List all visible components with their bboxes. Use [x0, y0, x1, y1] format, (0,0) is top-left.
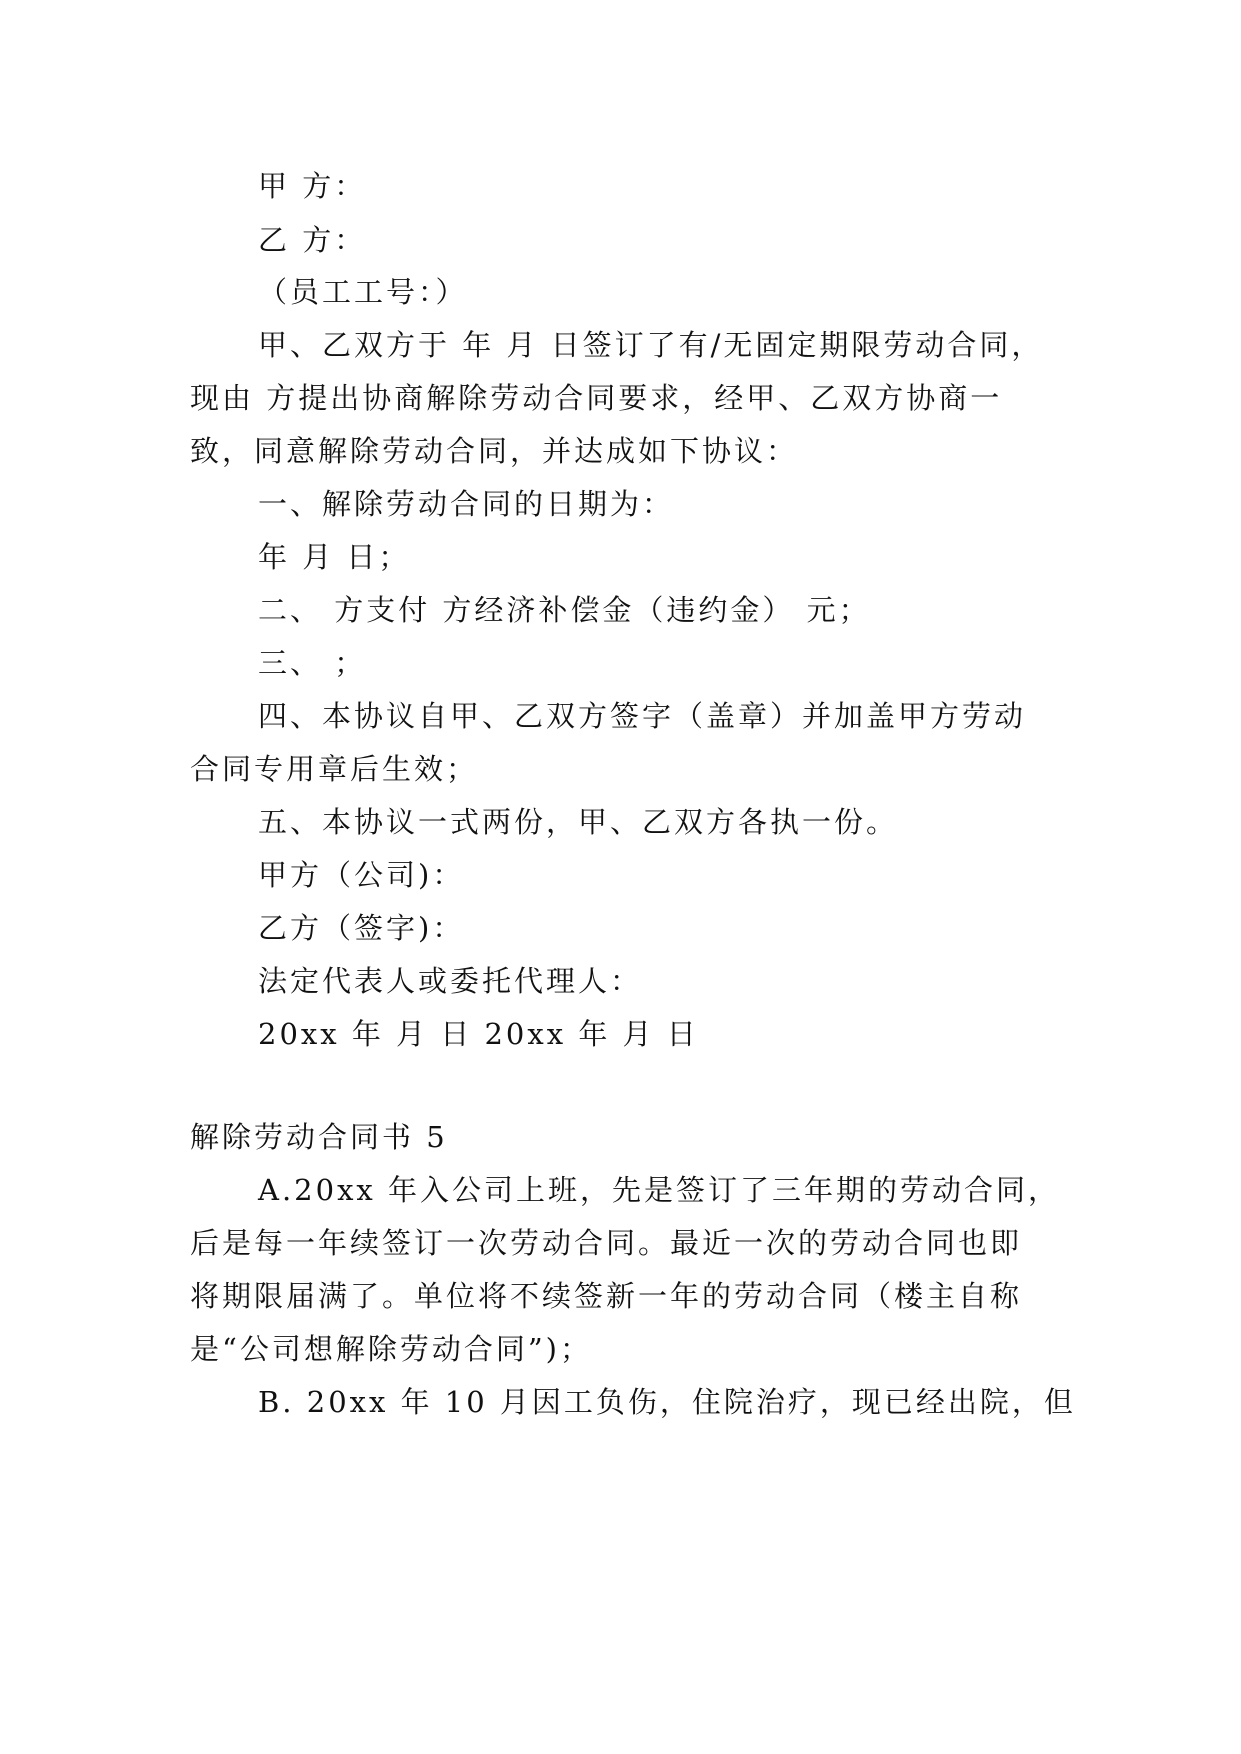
clause-4-line: 四、本协议自甲、乙双方签字（盖章）并加盖甲方劳动: [258, 699, 1027, 733]
party-a-line: 甲 方：: [258, 169, 367, 203]
clause-4-continued-line: 合同专用章后生效；: [190, 752, 479, 786]
paragraph-line: 现由 方提出协商解除劳动合同要求，经甲、乙双方协商一: [190, 381, 1003, 415]
paragraph-line: 甲、乙双方于 年 月 日签订了有/无固定期限劳动合同，: [258, 328, 1044, 362]
paragraph-line: 致，同意解除劳动合同，并达成如下协议：: [190, 434, 799, 468]
signature-party-a: 甲方（公司)：: [258, 858, 465, 892]
paragraph-line: 是“公司想解除劳动合同”)；: [190, 1332, 592, 1366]
paragraph-line: A.20xx 年入公司上班，先是签订了三年期的劳动合同，: [258, 1173, 1060, 1207]
employee-id-line: （员工工号：）: [258, 275, 468, 309]
paragraph-line: 将期限届满了。单位将不续签新一年的劳动合同（楼主自称: [190, 1279, 1023, 1313]
clause-2-line: 二、 方支付 方经济补偿金（违约金） 元；: [258, 593, 871, 627]
signature-party-b: 乙方（签字)：: [258, 911, 465, 945]
party-b-line: 乙 方：: [258, 223, 367, 257]
signature-date-line: 20xx 年 月 日 20xx 年 月 日: [258, 1017, 699, 1051]
clause-1-line: 一、解除劳动合同的日期为：: [258, 487, 675, 521]
legal-representative-line: 法定代表人或委托代理人：: [258, 964, 643, 998]
date-line: 年 月 日；: [258, 540, 411, 574]
clause-3-line: 三、 ；: [258, 646, 367, 680]
paragraph-line: 后是每一年续签订一次劳动合同。最近一次的劳动合同也即: [190, 1226, 1023, 1260]
paragraph-line: B. 20xx 年 10 月因工负伤，住院治疗，现已经出院，但: [258, 1385, 1076, 1419]
clause-5-line: 五、本协议一式两份，甲、乙双方各执一份。: [258, 805, 899, 839]
section-title: 解除劳动合同书 5: [190, 1120, 448, 1154]
